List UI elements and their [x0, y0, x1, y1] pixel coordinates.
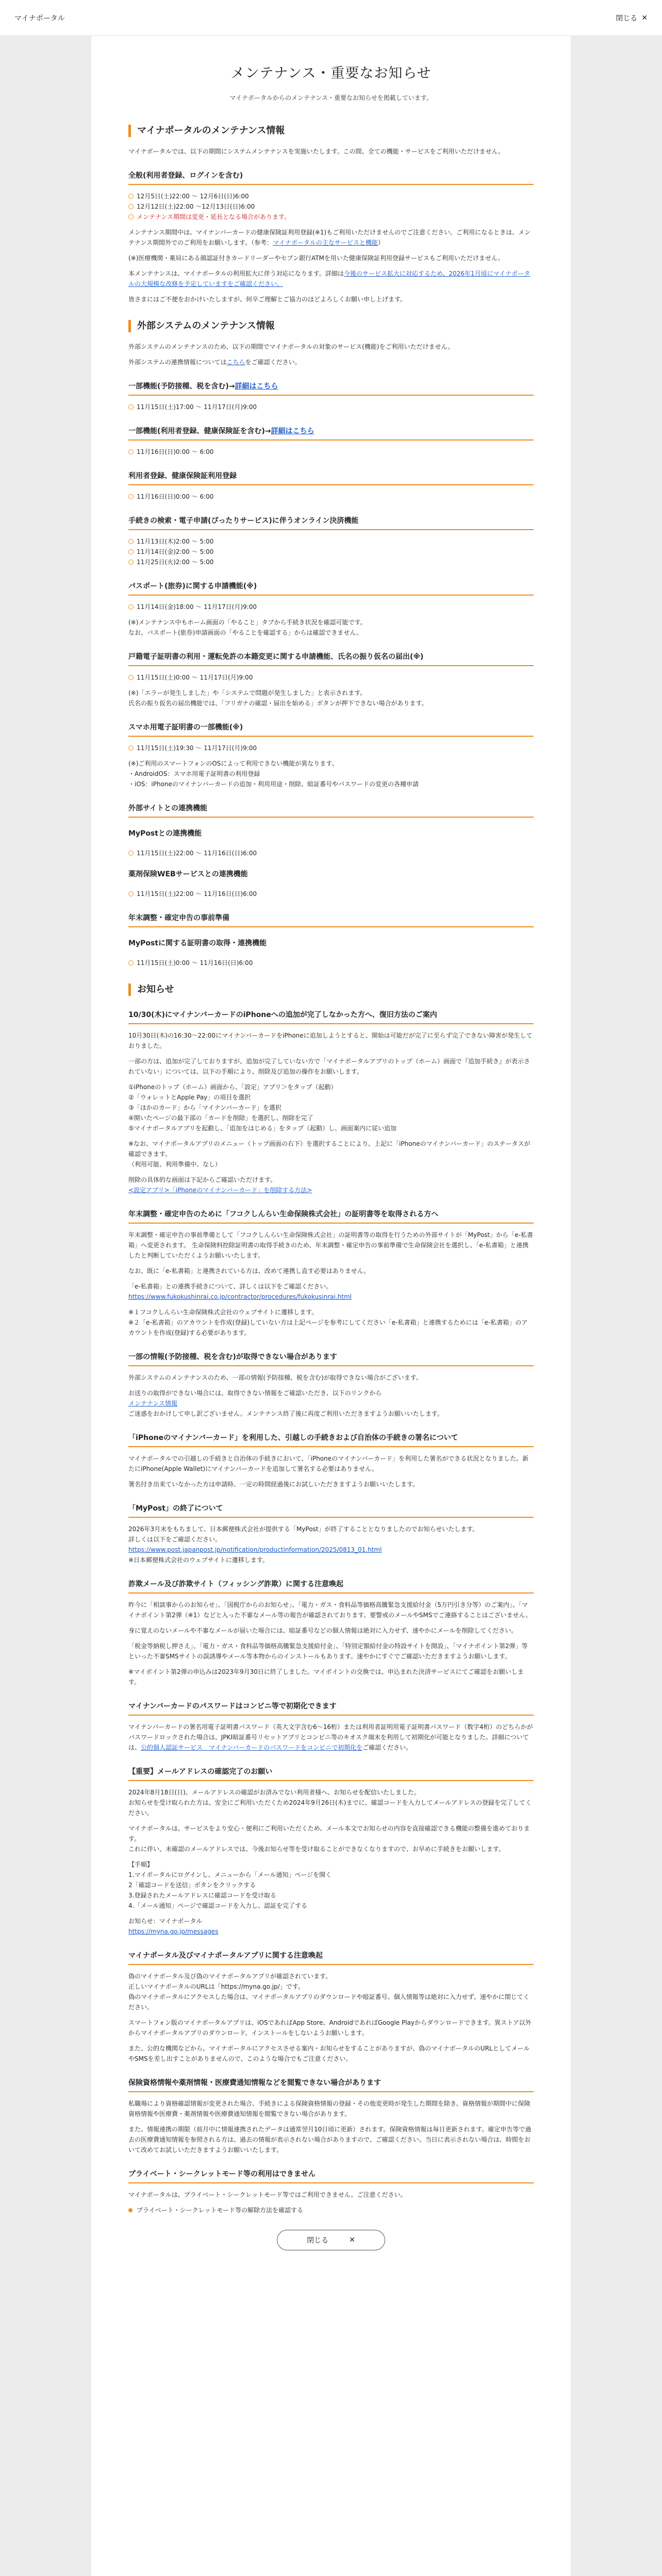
paragraph: メンテナンス期間中は、マイナンバーカードの健康保険証利用登録(※1)もご利用いただけませんのでご注意ください。ご利用になるときは、メンテナンス期間外でのご利用をお願いします。（参考：マイナポータルの主なサービスと機能） — [128, 229, 531, 246]
subsection-minor-heading: MyPostとの連携機能 — [128, 829, 202, 838]
link-private-mode-help[interactable]: プライベート・シークレットモード等の解除方法を確認する — [128, 2205, 534, 2215]
link-messages[interactable]: https://myna.go.jp/messages — [128, 1928, 219, 1935]
notice-heading: 「MyPost」の終了について — [128, 1503, 534, 1518]
link-jpki-reset[interactable]: 公的個人認証サービス マイナンバーカードのパスワードをコンビニで初期化を — [141, 1744, 363, 1751]
link-details[interactable]: 詳細はこちら — [271, 427, 315, 435]
paragraph: 2026年3月末をもちまして、日本郵便株式会社が提供する「MyPost」が終了することとなりましたのでお知らせいたします。 詳しくは以下をご確認ください。 https://www.post.japanpost.jp/notification/productinformation/2025/0813_01.html ※日本郵便株式会社のウェブサイトに遷移します。 — [128, 1526, 479, 1564]
schedule-item: 12月5日(土)22:00 ～ 12月6日(日)6:00 — [128, 191, 534, 201]
subsection-heading: 全般(利用者登録、ログインを含む) — [128, 170, 534, 185]
notice-heading: 「iPhoneのマイナンバーカード」を利用した、引越しの手続きおよび自治体の手続きの署名について — [128, 1432, 534, 1447]
section-intro: マイナポータルでは、以下の期間にシステムメンテナンスを実施いたします。この間、全ての機能・サービスをご利用いただけません。 — [128, 148, 505, 155]
notice-heading: 保険資格情報や薬剤情報・医療費通知情報などを閲覧できない場合があります — [128, 2077, 534, 2092]
paragraph: 皆さまにはご不便をおかけいたしますが、何卒ご理解とご協力のほどよろしくお願い申し上げます。 — [128, 296, 407, 303]
close-icon: ✕ — [641, 13, 648, 22]
steps: ①iPhoneのトップ（ホーム）画面から、「設定」アプリ＞をタップ（起動） ②「ウォレットとApple Pay」の項目を選択 ③「ほかのカード」から「マイナンバーカード」を選択 ④開いたページの最下部の「カードを削除」を選択し、削除を完了 ⑤マイナポータルアプリを起動し、「追加をはじめる」をタップ（起動）し、画面案内に従い追加 — [128, 1083, 397, 1132]
section-heading-external-maintenance: 外部システムのメンテナンス情報 — [128, 320, 534, 332]
schedule-item: 11月15日(土)22:00 ～ 11月16日(日)6:00 — [128, 889, 534, 899]
schedule-item: 11月15日(土)0:00 ～ 11月16日(日)6:00 — [128, 958, 534, 968]
paragraph: 外部システムの連携情報についてはこちらをご確認ください。 — [128, 359, 301, 366]
notice-heading: 一部の情報(予防接種、税を含む)が取得できない場合があります — [128, 1351, 534, 1366]
notice-heading: 詐欺メール及び詐欺サイト（フィッシング詐欺）に関する注意喚起 — [128, 1579, 534, 1594]
subsection-heading: 手続きの検索・電子申請(ぴったりサービス)に伴うオンライン決済機能 — [128, 515, 534, 530]
paragraph: また、公的な機関などから、マイナポータルにアクセスさせる案内・お知らせをすることがありますが、偽のマイナポータルのURLとしてメールやSMSを差し出すことがありませんので、このような場合でもご注意ください。 — [128, 2045, 530, 2062]
paragraph: また、情報連携の期限（前月中に情報連携されたデータは通常翌月10日頃に更新）されます。保険資格情報は毎日更新されます。確定申告等で過去の医療費通知情報を参照される方は、過去の情報が表示されない場合がありますので、ご確認ください。当日に表示されない場合は、時間をおいて改めてお試しいただきますようお願いいたします。 — [128, 2126, 532, 2154]
notice-panel — [91, 36, 571, 2576]
notice-heading: 年末調整・確定申告のために「フコクしんらい生命保険株式会社」の証明書等を取得される方へ — [128, 1209, 534, 1224]
schedule-item: 11月13日(木)2:00 ～ 5:00 — [128, 536, 534, 547]
paragraph: (※)メンテナンス中もホーム画面の「やること」タブから手続き状況を確認可能です。 なお、パスポート(旅券)申請画面の「やることを確認する」からは確認できません。 — [128, 619, 367, 636]
paragraph: マイナポータルは、サービスをより安心・便利にご利用いただくため、メール本文でお知らせの内容を直接確認できる機能の整備を進めております。 これに伴い、未確認のメールアドレスでは、今後お知らせ等を受け取ることができなくなりますので、お早めに手続きをお願いします。 — [128, 1825, 530, 1853]
paragraph: お送りの取得ができない場合には、取得できない情報をご確認いただき、以下のリンクから メンテナンス情報 ご迷惑をおかけして申し訳ございません。メンテナンス終了後に再度ご利用いただきますようお願いいたします。 — [128, 1389, 443, 1417]
link-delete-iphone-card[interactable]: <設定アプリ>「iPhoneのマイナンバーカード」を削除する方法> — [128, 1187, 312, 1194]
schedule-item: 11月16日(日)0:00 ～ 6:00 — [128, 492, 534, 502]
schedule-item: 11月15日(土)22:00 ～ 11月16日(日)6:00 — [128, 848, 534, 858]
notice-heading: プライベート・シークレットモード等の利用はできません — [128, 2168, 534, 2183]
schedule-item: 11月25日(火)2:00 ～ 5:00 — [128, 557, 534, 567]
paragraph: 偽のマイナポータル及び偽のマイナポータルアプリが確認されています。 正しいマイナポータルのURLは「https://myna.go.jp/」です。 偽のマイナポータルにアクセスした場合は、マイナポータルアプリのダウンロードや暗証番号、個人情報等は絶対に入力せず、速やかに閉じてください。 — [128, 1973, 529, 2011]
schedule-item: 11月15日(土)17:00 ～ 11月17日(月)9:00 — [128, 402, 534, 412]
schedule-note: メンテナンス期間は変更・延長となる場合があります。 — [128, 212, 534, 222]
app-name: マイナポータル — [14, 14, 65, 23]
notice-heading: マイナポータル及びマイナポータルアプリに関する注意喚起 — [128, 1950, 534, 1965]
page-subtitle: マイナポータルからのメンテナンス・重要なお知らせを掲載しています。 — [229, 94, 433, 101]
subsection-heading: 年末調整・確定申告の事前準備 — [128, 912, 534, 927]
close-label: 閉じる — [616, 14, 638, 23]
subsection-heading: 一部機能(予防接種、税を含む)→詳細はこちら — [128, 381, 534, 396]
schedule-item: 11月16日(日)0:00 ～ 6:00 — [128, 447, 534, 457]
paragraph: マイナポータルは、プライベート・シークレットモード等ではご利用できません。ご注意ください。 — [128, 2191, 407, 2198]
paragraph: 「e-私書箱」との連携手続きについて、詳しくは以下をご確認ください。 https://www.fukokushinrai.co.jp/contractor/procedures/fukokusinrai.html — [128, 1283, 352, 1300]
paragraph: 削除の具体的な画面は下記からご確認いただけます。 <設定アプリ>「iPhoneのマイナンバーカード」を削除する方法> — [128, 1176, 312, 1194]
paragraph: (※)「エラーが発生しました」や「システムで問題が発生しました」と表示されます。 氏名の振り仮名の届出機能では、「フリガナの確認・届出を始める」ボタンが押下できない場合があります。 — [128, 689, 428, 707]
link-external-info[interactable]: こちら — [226, 359, 245, 366]
schedule-item: 11月14日(金)18:00 ～ 11月17日(月)9:00 — [128, 602, 534, 612]
paragraph: 「税金等納税し押さえ」、「電力・ガス・食料品等価格高騰緊急支援給付金」、「特別定額給付金の特設サイトを開設」、「マイナポイント第2弾」等といった不審SMSサイトの誤誘導やメール等本物からのインストールもあります。速やかにすぐでご確認いただきますようお願いします。 — [128, 1642, 528, 1660]
paragraph: 身に覚えのないメールや不審なメールが届いた場合には、暗証番号などの個人情報は絶対に入力せず、速やかにメールを削除してください。 — [128, 1627, 518, 1634]
subsection-minor-heading: 薬剤保険WEBサービスとの連携機能 — [128, 870, 248, 878]
schedule-list — [128, 191, 534, 222]
subsection-minor-heading: MyPostに関する証明書の取得・連携機能 — [128, 939, 267, 947]
top-bar — [0, 0, 662, 36]
notice-heading: 【重要】メールアドレスの確認完了のお願い — [128, 1766, 534, 1781]
paragraph: 年末調整・確定申告の事前準備として「フコクしんらい生命保険株式会社」の証明書等の取得を行うための外部サイトが「MyPost」から「e-私書箱」へ変更されます。 生命保険料控除証明書の取得手続きのため、年末調整・確定申告の事前準備で生命保険会社を選択し、「e-私書箱」と連携したと判断していただくようお願いいたします。 — [128, 1231, 533, 1259]
paragraph: マイナポータルでの引越しの手続きと自治体の手続きにおいて、「iPhoneのマイナンバーカード」を利用した署名ができる状況となりました。新たにiPhone(Apple Wallet)にマイナンバーカードを追加して署名する必要はありません。 — [128, 1455, 529, 1472]
link-renovation-notice[interactable]: 今後のサービス拡大に対応するため、2026年1月頃にマイナポータルの大規模な改修を予定していますをご確認ください。 — [128, 270, 531, 287]
link-details[interactable]: 詳細はこちら — [235, 382, 278, 391]
link-maintenance-info[interactable]: メンテナンス情報 — [128, 1400, 178, 1407]
steps: 【手順】 1.マイポータルにログインし、メニューから「メール通知」ページを開く 2「確認コードを送信」ボタンをクリックする 3.登録されたメールアドレスに確認コードを受け取る 4.「メール通知」ページで確認コードを入力し、認証を完了する — [128, 1861, 332, 1909]
schedule-item: 11月15日(土)19:30 ～ 11月17日(月)9:00 — [128, 743, 534, 753]
paragraph: 本メンテナンスは、マイナポータルの利用拡大に伴う対応になります。詳細は今後のサービス拡大に対応するため、2026年1月頃にマイナポータルの大規模な改修を予定していますをご確認ください。 — [128, 270, 531, 287]
paragraph: ※なお、マイナポータルアプリのメニュー（トップ画面の右下）を選択することにより、上記に「iPhoneのマイナンバーカード」のステータスが確認できます。 （利用可能、利用準備中、なし） — [128, 1140, 531, 1168]
subsection-heading: スマホ用電子証明書の一部機能(※) — [128, 722, 534, 737]
subsection-heading: 外部サイトとの連携機能 — [128, 803, 534, 818]
paragraph: 2024年8月18日(日)、メールアドレスの確認がお済みでない利用者様へ、お知らせを配信いたしました。 お知らせを受け取られた方は、安全にご利用いただくため2024年9月26日(木)までに、確認コードを入力してメールアドレスの登録を完了してください。 — [128, 1789, 532, 1817]
close-icon: ✕ — [349, 2236, 355, 2244]
schedule-item: 11月14日(金)2:00 ～ 5:00 — [128, 547, 534, 557]
paragraph: (※)医療機関・薬局にある顔認証付きカードリーダーやセブン銀行ATMを用いた健康保険証利用登録サービスもご利用いただけません。 — [128, 255, 504, 262]
paragraph: 昨今に「相談事からのお知らせ」、「国税庁からのお知らせ」、「電力・ガス・食料品等価格高騰緊急支援給付金（5万円引き分等）のご案内」、「マイナポイント第2弾（※1）などと入った不審なメール等の報告が確認されております。要警戒のメールやSMSでご連絡することはございません。 — [128, 1601, 532, 1619]
footer-close-label: 閉じる — [307, 2236, 329, 2245]
notice-heading: マイナンバーカードのパスワードはコンビニ等で初期化できます — [128, 1701, 534, 1716]
close-button[interactable] — [616, 13, 648, 23]
paragraph: スマートフォン版のマイナポータルアプリは、iOSであればApp Store、AndroidであればGoogle Playからダウンロードできます。異ストア以外からマイナポータルアプリのダウンロード、インストールをしないようお願いします。 — [128, 2019, 532, 2037]
section-heading-notices: お知らせ — [128, 984, 534, 996]
footer-close-button[interactable] — [277, 2230, 385, 2250]
schedule-item: 11月15日(土)0:00 ～ 11月17日(月)9:00 — [128, 672, 534, 683]
paragraph: 署名付き出来ていなかった方は申請時、一定の時間経過後にお試しいただきますようお願いいたします。 — [128, 1481, 419, 1488]
notice-heading: 10/30(木)にマイナンバーカードのiPhoneへの追加が完了しなかった方へ、復旧方法のご案内 — [128, 1009, 534, 1024]
paragraph: 一部の方は、追加が完了しておりますが、追加が完了していない方で「マイナポータルアプリのトップ（ホーム）画面で『追加手続き』が表示されていない」については、以下の手順により、削除及び追加の操作をお願いします。 — [128, 1058, 530, 1075]
paragraph: 外部システムのメンテナンスのため、一部の情報(予防接種、税を含む)が取得できない場合がございます。 — [128, 1374, 422, 1381]
subsection-heading: 一部機能(利用者登録、健康保険証を含む)→詳細はこちら — [128, 426, 534, 440]
paragraph: なお、既に「e-私書箱」と連携されている方は、改めて連携し直す必要はありません。 — [128, 1267, 370, 1275]
link-main-services[interactable]: マイナポータルの主なサービスと機能 — [273, 239, 378, 246]
section-intro: 外部システムのメンテナンスのため、以下の期間でマイナポータルの対象のサービス(機能)をご利用いただけません。 — [128, 343, 454, 350]
section-heading-portal-maintenance: マイナポータルのメンテナンス情報 — [128, 125, 534, 137]
paragraph: ※１フコクしんらい生命保険株式会社のウェブサイトに遷移します。 ※２「e-私書箱」のアカウントを作成(登録)していない方は上記ページを参考にしてください「e-私書箱」と連携するためには「e-私書箱」のアカウントを作成(登録)する必要があります。 — [128, 1309, 528, 1336]
schedule-item: 12月12日(土)22:00 ～12月13日(日)6:00 — [128, 201, 534, 212]
subsection-heading: パスポート(旅券)に関する申請機能(※) — [128, 581, 534, 596]
paragraph: お知らせ：マイナポータル https://myna.go.jp/messages — [128, 1918, 219, 1935]
paragraph: ※マイポイント第2弾の申込みは2023年9月30日に終了しました。マイポイントの交換では、申込まれた決済サービスにてご確認をお願いします。 — [128, 1668, 524, 1686]
paragraph: 10月30日(木)の16:30～22:00にマイナンバーカードをiPhoneに追加しようとすると、開始は可能だが完了に至らず完了できない障害が発生しておりました。 — [128, 1032, 533, 1049]
page-title: メンテナンス・重要なお知らせ — [230, 65, 432, 81]
link-fukoku[interactable]: https://www.fukokushinrai.co.jp/contractor/procedures/fukokusinrai.html — [128, 1293, 352, 1300]
paragraph: 私職場により資格確認情報が変更された場合、手続きによる保険資格情報の登録・その他変更時が発生した期間を除き、資格情報が期間中に保険資格情報や医療費・薬剤情報や医療費通知情報を閲覧できない場合があります。 — [128, 2100, 531, 2117]
subsection-heading: 戸籍電子証明書の利用・運転免許の本籍変更に関する申請機能、氏名の振り仮名の届出(※) — [128, 651, 534, 666]
subsection-heading: 利用者登録、健康保険証利用登録 — [128, 470, 534, 485]
link-mypost[interactable]: https://www.post.japanpost.jp/notification/productinformation/2025/0813_01.html — [128, 1546, 382, 1553]
paragraph: マイナンバーカードの署名用電子証明書パスワード（英大文字含む6～16桁）または利用者証明用電子証明書パスワード（数字4桁）のどちらかがパスワードロックされた場合は、JPKI暗証番号リセットアプリとコンビニ等のキオスク端末を利用して初期化が可能となりました。詳細については、公的個人認証サービス マイナンバーカードのパスワードをコンビニで初期化をご確認ください。 — [128, 1723, 533, 1751]
paragraph: (※)ご利用のスマートフォンのOSによって利用できない機能が異なります。 ・AndroidOS：スマホ用電子証明書の利用登録 ・iOS：iPhoneのマイナンバーカードの追加・利用用途・削除、暗証番号やパスワードの変更の各種申請 — [128, 760, 419, 788]
